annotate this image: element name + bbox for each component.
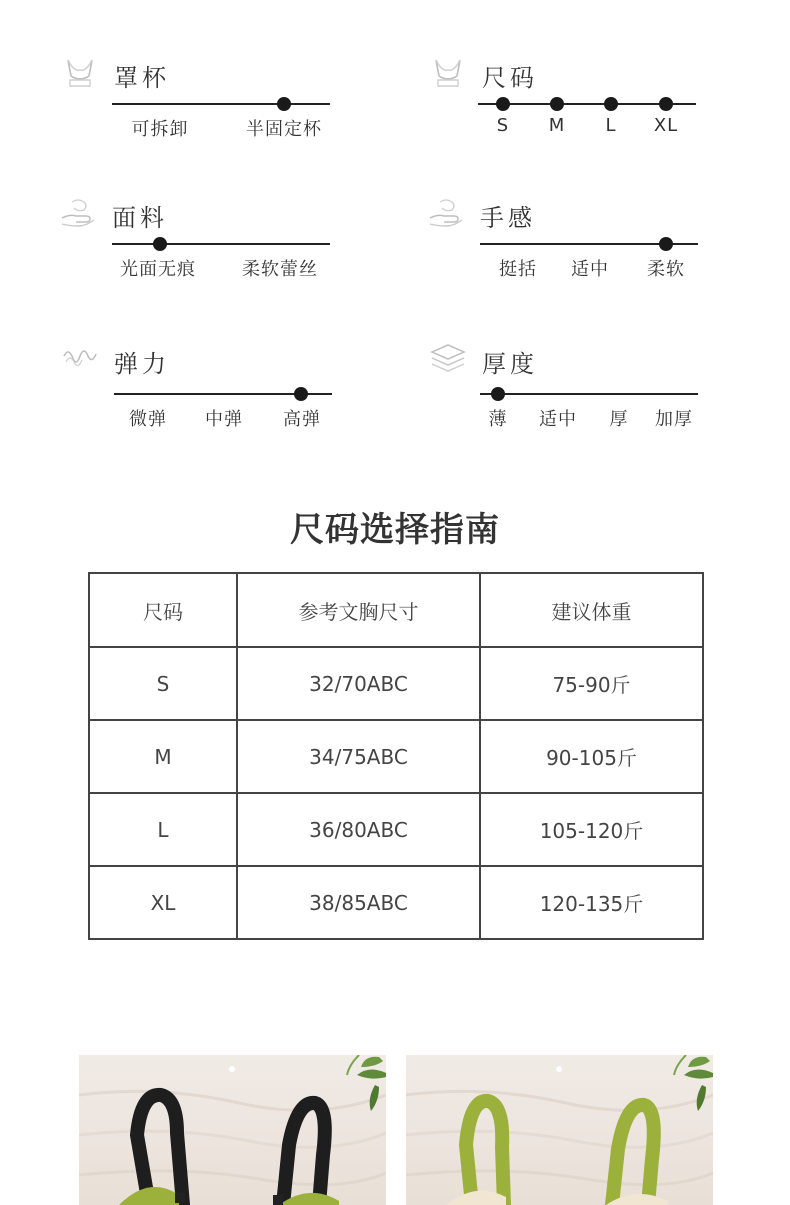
scale-dot-selected bbox=[277, 97, 291, 111]
scale-line bbox=[112, 103, 330, 105]
attr-cup bbox=[62, 56, 392, 156]
table-cell: XL bbox=[89, 866, 237, 939]
product-photo-black[interactable] bbox=[79, 1055, 386, 1205]
attr-elasticity bbox=[62, 342, 392, 442]
attr-size bbox=[430, 56, 760, 156]
scale-dot-selected bbox=[659, 237, 673, 251]
scale-label: 可拆卸 bbox=[131, 119, 189, 140]
size-guide-table bbox=[88, 572, 704, 940]
thickness-scale bbox=[480, 393, 698, 433]
table-cell: 36/80ABC bbox=[237, 793, 480, 866]
fabric-scale bbox=[112, 243, 330, 283]
attr-fabric bbox=[60, 196, 390, 296]
scale-label: XL bbox=[653, 115, 679, 136]
attr-thickness bbox=[430, 342, 760, 442]
scale-label: 薄 bbox=[488, 409, 508, 430]
scale-dot-selected bbox=[153, 237, 167, 251]
scale-label: 半固定杯 bbox=[246, 119, 322, 140]
attr-title: 弹力 bbox=[114, 350, 170, 378]
scale-label: 光面无痕 bbox=[120, 259, 196, 280]
scale-label: 微弹 bbox=[129, 409, 167, 430]
scale-label: M bbox=[548, 115, 566, 136]
hand-icon bbox=[428, 196, 464, 232]
scale-dot bbox=[659, 97, 673, 111]
table-row bbox=[89, 720, 703, 793]
hand-icon bbox=[60, 196, 96, 232]
table-cell: 32/70ABC bbox=[237, 647, 480, 720]
scale-label: 挺括 bbox=[499, 259, 537, 280]
table-header-row bbox=[89, 573, 703, 647]
table-cell: 75-90斤 bbox=[480, 647, 703, 720]
table-cell: 90-105斤 bbox=[480, 720, 703, 793]
table-row bbox=[89, 793, 703, 866]
scale-dot bbox=[550, 97, 564, 111]
scale-label: 柔软 bbox=[647, 259, 685, 280]
scale-line bbox=[112, 243, 330, 245]
size-guide-title: 尺码选择指南 bbox=[290, 510, 500, 550]
attr-title: 厚度 bbox=[482, 350, 538, 378]
table-cell: M bbox=[89, 720, 237, 793]
scale-label: 柔软蕾丝 bbox=[242, 259, 318, 280]
scale-label: 厚 bbox=[609, 409, 629, 430]
scale-label: 适中 bbox=[539, 409, 577, 430]
product-photo-green[interactable] bbox=[406, 1055, 713, 1205]
table-cell: 38/85ABC bbox=[237, 866, 480, 939]
attr-title: 尺码 bbox=[482, 64, 538, 92]
table-cell: 120-135斤 bbox=[480, 866, 703, 939]
scale-dot-selected bbox=[491, 387, 505, 401]
column-header: 尺码 bbox=[89, 573, 237, 647]
wave-icon bbox=[62, 342, 98, 378]
attr-feel bbox=[428, 196, 758, 296]
table-cell: S bbox=[89, 647, 237, 720]
bra-cup-icon bbox=[62, 56, 98, 92]
scale-dot-selected bbox=[294, 387, 308, 401]
scale-dot bbox=[604, 97, 618, 111]
column-header: 参考文胸尺寸 bbox=[237, 573, 480, 647]
scale-label: 高弹 bbox=[283, 409, 321, 430]
scale-line bbox=[480, 393, 698, 395]
table-row bbox=[89, 647, 703, 720]
scale-label: 中弹 bbox=[205, 409, 243, 430]
attr-title: 手感 bbox=[480, 204, 536, 232]
layers-icon bbox=[430, 342, 466, 378]
scale-label: L bbox=[605, 115, 617, 136]
elasticity-scale bbox=[114, 393, 332, 433]
feel-scale bbox=[480, 243, 698, 283]
scale-label: S bbox=[496, 115, 510, 136]
cup-scale bbox=[112, 103, 330, 143]
scale-label: 适中 bbox=[571, 259, 609, 280]
table-cell: 105-120斤 bbox=[480, 793, 703, 866]
table-row bbox=[89, 866, 703, 939]
attr-title: 罩杯 bbox=[114, 64, 170, 92]
column-header: 建议体重 bbox=[480, 573, 703, 647]
size-scale bbox=[478, 103, 696, 143]
scale-label: 加厚 bbox=[655, 409, 693, 430]
table-cell: L bbox=[89, 793, 237, 866]
bra-cup-icon bbox=[430, 56, 466, 92]
attr-title: 面料 bbox=[112, 204, 168, 232]
table-cell: 34/75ABC bbox=[237, 720, 480, 793]
scale-dot bbox=[496, 97, 510, 111]
